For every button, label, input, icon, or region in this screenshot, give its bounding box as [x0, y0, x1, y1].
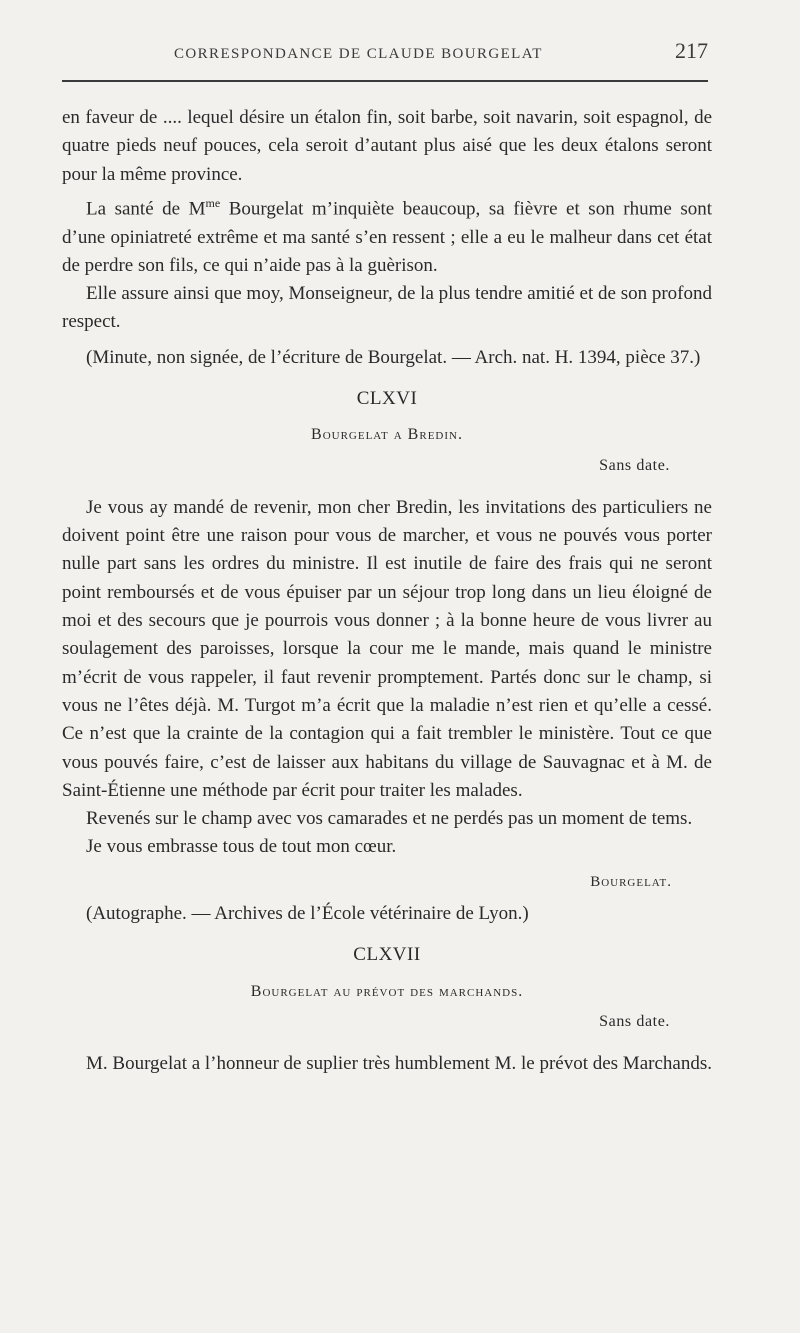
letter-number: CLXVII [353, 944, 421, 966]
superscript: me [205, 195, 221, 210]
letter-paragraph: Je vous embrasse tous de tout mon cœur. [86, 836, 397, 858]
letter-date: Sans date. [599, 1012, 670, 1030]
page-body [62, 104, 712, 1079]
paragraph: Elle assure ainsi que moy, Monseigneur, de la plus tendre amitié et de son profond respect. [62, 283, 712, 333]
letter-addressee: Bourgelat au prévot des marchands. [250, 982, 524, 1000]
letter-paragraph: Je vous ay mandé de revenir, mon cher Bredin, les invitations des particuliers ne doivent point être une raison pour vous de marcher, et vous ne pouvés vous porter nulle part sans les ordres du ministre. Il est inutile de faire des frais qui ne seront point remboursés et de vous épuiser par un séjour trop long dans un lieu éloigné de moi et des secours que je pourrois vous donner ; à la bonne heure de vous livrer au soulagement des paroisses, lorsque la cour me le mande, mais quand le ministre m’écrit de vous rappeler, il faut revenir promptement. Partés donc sur le champ, si vous ne l’êtes déjà. M. Turgot m’a écrit que la maladie n’est rien et qu’elle a cessé. Ce n’est que la crainte de la contagion qui a fait trembler le ministère. Tout ce que vous pouvés faire, c’est de laisser aux habitans du village de Sauvagnac et à M. de Saint-Étienne une méthode par écrit pour traiter les malades. [62, 496, 712, 801]
running-title: CORRESPONDANCE DE CLAUDE BOURGELAT [174, 46, 543, 62]
text-run: La santé de M [86, 198, 206, 220]
letter-date: Sans date. [599, 456, 670, 474]
running-head [62, 38, 708, 72]
letter-addressee: Bourgelat a Bredin. [311, 426, 463, 444]
paragraph [62, 189, 712, 280]
letter-paragraph: M. Bourgelat a l’honneur de suplier très humblement M. le prévot des Marchands. [86, 1053, 712, 1075]
source-note: (Minute, non signée, de l’écriture de Bourgelat. — Arch. nat. H. 1394, pièce 37.) [86, 346, 701, 368]
page-number: 217 [675, 38, 708, 63]
paragraph: en faveur de .... lequel désire un étalon fin, soit barbe, soit navarin, soit espagnol, de quatre pieds neuf pouces, cela seroit d’autant plus aisé que les deux étalons seront pour la même province. [62, 107, 712, 185]
header-rule [62, 80, 708, 82]
source-note: (Autographe. — Archives de l’École vétérinaire de Lyon.) [86, 903, 529, 925]
letter-paragraph: Revenés sur le champ avec vos camarades et ne perdés pas un moment de tems. [86, 808, 693, 830]
text-run: Bourgelat m’inquiète beaucoup, sa fièvre et son rhume sont d’une opiniatreté extrême et ma santé s’en ressent ; elle a eu le malheur dans cet état de perdre son fils, ce qui n’aide pas à la guèrison. [62, 198, 712, 276]
letter-number: CLXVI [356, 388, 418, 409]
signature: Bourgelat. [590, 873, 672, 890]
